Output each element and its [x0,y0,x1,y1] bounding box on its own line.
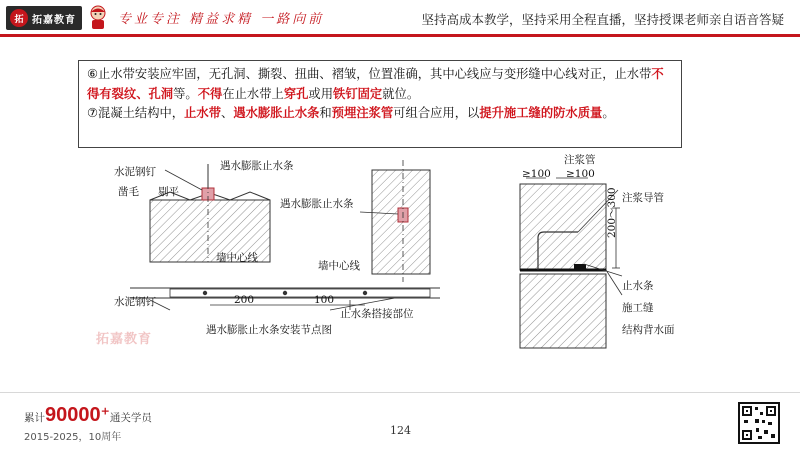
anniversary-text: 2015-2025，10周年 [24,432,122,443]
header-tagline: 坚持高成本教学，坚持采用全程直播，坚持授课老师亲自语音答疑 [421,12,784,27]
mascot-icon [86,4,110,30]
paragraph-7 [87,104,673,124]
highlight-run: 提升施工缝的防水质量 [479,106,603,120]
accomplishment-number: 90000 [45,404,101,426]
text-run: 在止水带上 [222,86,284,101]
grout-pipe-drawing [518,150,718,350]
label-nail-bottom: 水泥钢钉 [114,296,156,308]
page-number: 124 [390,424,411,437]
label-back-face: 结构背水面 [622,324,675,336]
brand-name: 拓嘉教育 [32,14,76,26]
text-run: 和 [319,106,332,120]
label-dim-100: 100 [314,294,335,306]
highlight-run: 遇水膨胀止水条 [233,106,320,120]
label-joint: 止水条搭接部位 [340,308,414,320]
label-water-stop: 止水条 [622,280,654,292]
highlight-run: 不得有裂纹、孔洞 [87,67,664,101]
label-dim-ge100-b: ≥100 [566,168,595,180]
accomplishment-suffix: 通关学员 [109,412,152,424]
label-flatten: 剔平 [158,186,179,198]
paragraph-6 [87,65,673,104]
label-grout-guide: 注浆导管 [622,192,664,204]
label-wall-center-1: 墙中心线 [216,252,258,264]
accomplishment-plus: + [100,404,110,418]
text-run: 、 [221,106,234,120]
header [0,0,800,34]
text-run: 等。 [173,86,198,101]
highlight-run: 止水带 [184,106,222,120]
text-run: 或用 [308,86,334,101]
label-dim-range: 200～300 [606,187,618,238]
label-strip-top: 遇水膨胀止水条 [220,160,294,172]
text-run: ⑥止水带安装应牢固，无孔洞、撕裂、扭曲、褶皱，位置准确，其中心线应与变形缝中心线对正，止水带 [87,67,652,81]
qr-pattern [740,404,778,442]
brand-logo-icon: 拓 [10,9,28,27]
label-wall-center-2: 墙中心线 [318,260,360,272]
figure-caption: 遇水膨胀止水条安装节点图 [206,324,332,336]
label-dim-200: 200 [234,294,255,306]
highlight-run: 预埋注浆管 [331,106,394,120]
highlight-run: 穿孔 [283,86,309,101]
strip-installation-figure [110,150,460,340]
accomplishment-line [24,404,152,427]
content-textbox [78,60,682,148]
slogan: 专业专注 精益求精 一路向前 [118,12,325,27]
highlight-run: 不得 [197,86,223,101]
highlight-run: 铁钉固定 [333,86,383,101]
label-grout-pipe: 注浆管 [564,154,596,166]
header-divider [0,34,800,37]
brand-logo[interactable] [6,6,82,30]
accomplishment-prefix: 累计 [24,412,45,424]
label-burr: 凿毛 [118,186,139,198]
label-joint: 施工缝 [622,302,654,314]
text-run: 可组合应用，以 [393,106,480,120]
text-run: 就位。 [382,86,420,101]
text-run: ⑦混凝土结构中， [87,106,185,120]
qr-code-icon[interactable] [738,402,780,444]
label-dim-ge100-a: ≥100 [522,168,551,180]
text-run: 。 [602,106,615,120]
label-strip-mid: 遇水膨胀止水条 [280,198,354,210]
label-nail-top: 水泥钢钉 [114,166,156,178]
grout-pipe-figure [518,150,718,350]
watermark-logo: 拓嘉教育 [96,332,153,347]
footer-divider [0,392,800,393]
